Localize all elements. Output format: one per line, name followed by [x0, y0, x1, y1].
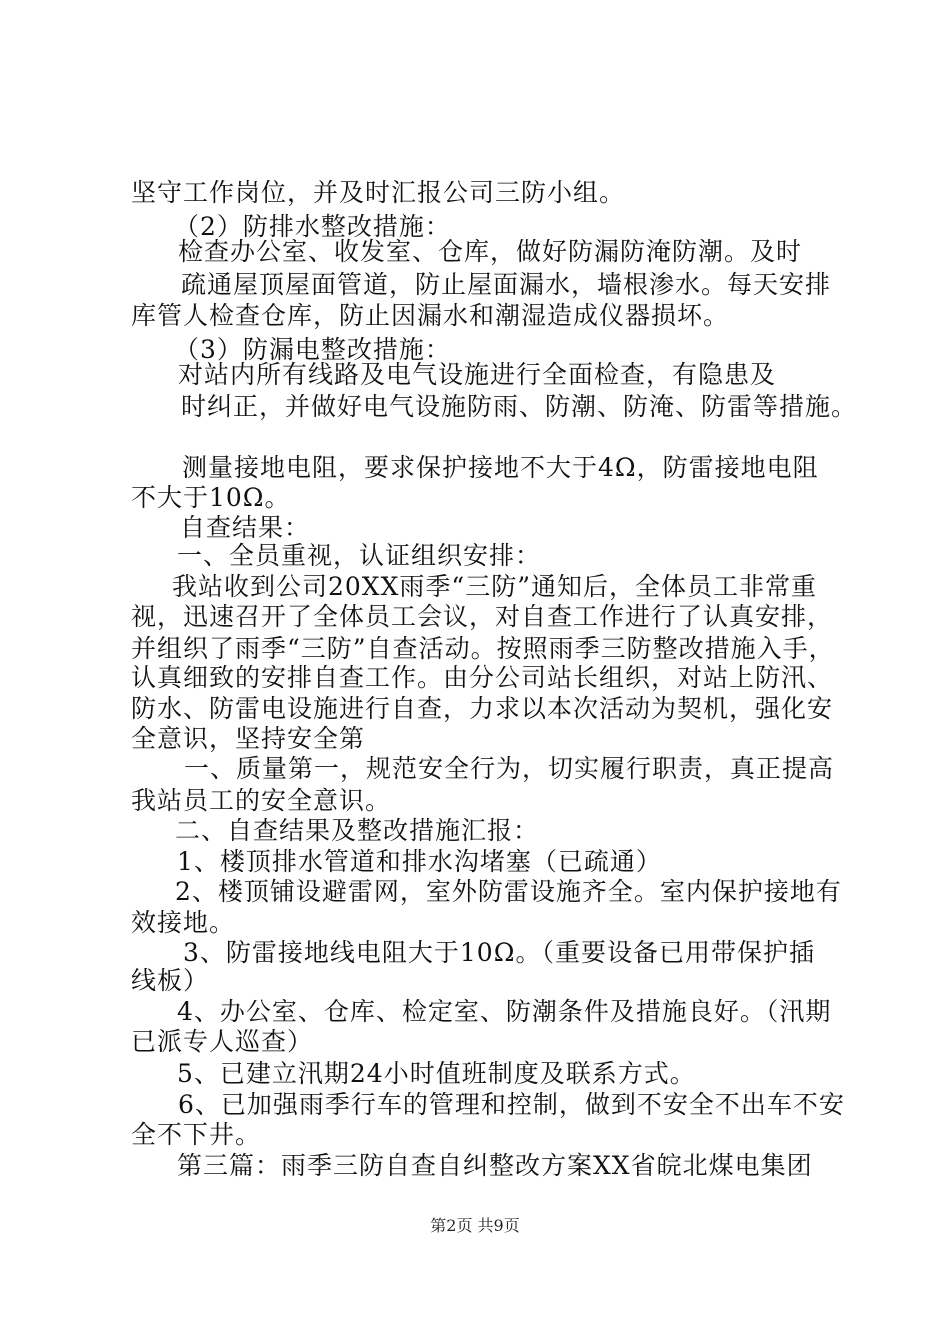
text-line: 已派专人巡查） [131, 1027, 314, 1056]
text-line: 测量接地电阻，要求保护接地不大于4Ω，防雷接地电阻 [182, 453, 819, 482]
text-line: 不大于10Ω。 [131, 483, 291, 512]
text-line: 时纠正，并做好电气设施防雨、防潮、防淹、防雷等措施。 [181, 392, 858, 421]
text-line: 效接地。 [131, 908, 236, 937]
text-line: 我站收到公司20XX雨季“三防”通知后，全体员工非常重 [172, 572, 817, 601]
page-number: 第2页 共9页 [430, 1216, 520, 1235]
section-heading: 自查结果： [180, 513, 311, 542]
section-heading: （2）防排水整改措施： [174, 212, 451, 241]
section-heading: 第三篇：雨季三防自查自纠整改方案XX省皖北煤电集团 [177, 1151, 813, 1180]
section-heading: （3）防漏电整改措施： [174, 335, 451, 364]
text-line: 检查办公室、收发室、仓库，做好防漏防淹防潮。及时 [178, 237, 803, 266]
text-line: 库管人检查仓库，防止因漏水和潮湿造成仪器损坏。 [131, 301, 730, 330]
text-line: 坚守工作岗位，并及时汇报公司三防小组。 [131, 178, 626, 207]
list-item: 4、办公室、仓库、检定室、防潮条件及措施良好。（汛期 [177, 997, 832, 1026]
list-item: 3、防雷接地线电阻大于10Ω。（重要设备已用带保护插 [183, 938, 815, 967]
list-item: 5、已建立汛期24小时值班制度及联系方式。 [177, 1059, 696, 1088]
list-item: 2、楼顶铺设避雷网，室外防雷设施齐全。室内保护接地有 [175, 877, 842, 906]
text-line: 并组织了雨季“三防”自查活动。按照雨季三防整改措施入手， [131, 634, 835, 663]
text-line: 疏通屋顶屋面管道，防止屋面漏水，墙根渗水。每天安排 [181, 270, 832, 299]
section-heading: 一、全员重视，认证组织安排： [177, 541, 542, 570]
text-line: 认真细致的安排自查工作。由分公司站长组织，对站上防汛、 [131, 663, 834, 692]
text-line: 视，迅速召开了全体员工会议，对自查工作进行了认真安排， [131, 602, 834, 631]
text-line: 对站内所有线路及电气设施进行全面检查，有隐患及 [178, 360, 777, 389]
text-line: 一、质量第一，规范安全行为，切实履行职责，真正提高 [184, 754, 835, 783]
text-line: 线板） [131, 966, 210, 995]
text-line: 防水、防雷电设施进行自查，力求以本次活动为契机，强化安 [131, 694, 834, 723]
text-line: 我站员工的安全意识。 [131, 786, 392, 815]
text-line: 全意识，坚持安全第 [131, 724, 366, 753]
list-item: 6、已加强雨季行车的管理和控制，做到不安全不出车不安 [178, 1090, 845, 1119]
list-item: 1、楼顶排水管道和排水沟堵塞（已疏通） [177, 847, 662, 876]
section-heading: 二、自查结果及整改措施汇报： [175, 816, 540, 845]
text-line: 全不下井。 [131, 1120, 262, 1149]
